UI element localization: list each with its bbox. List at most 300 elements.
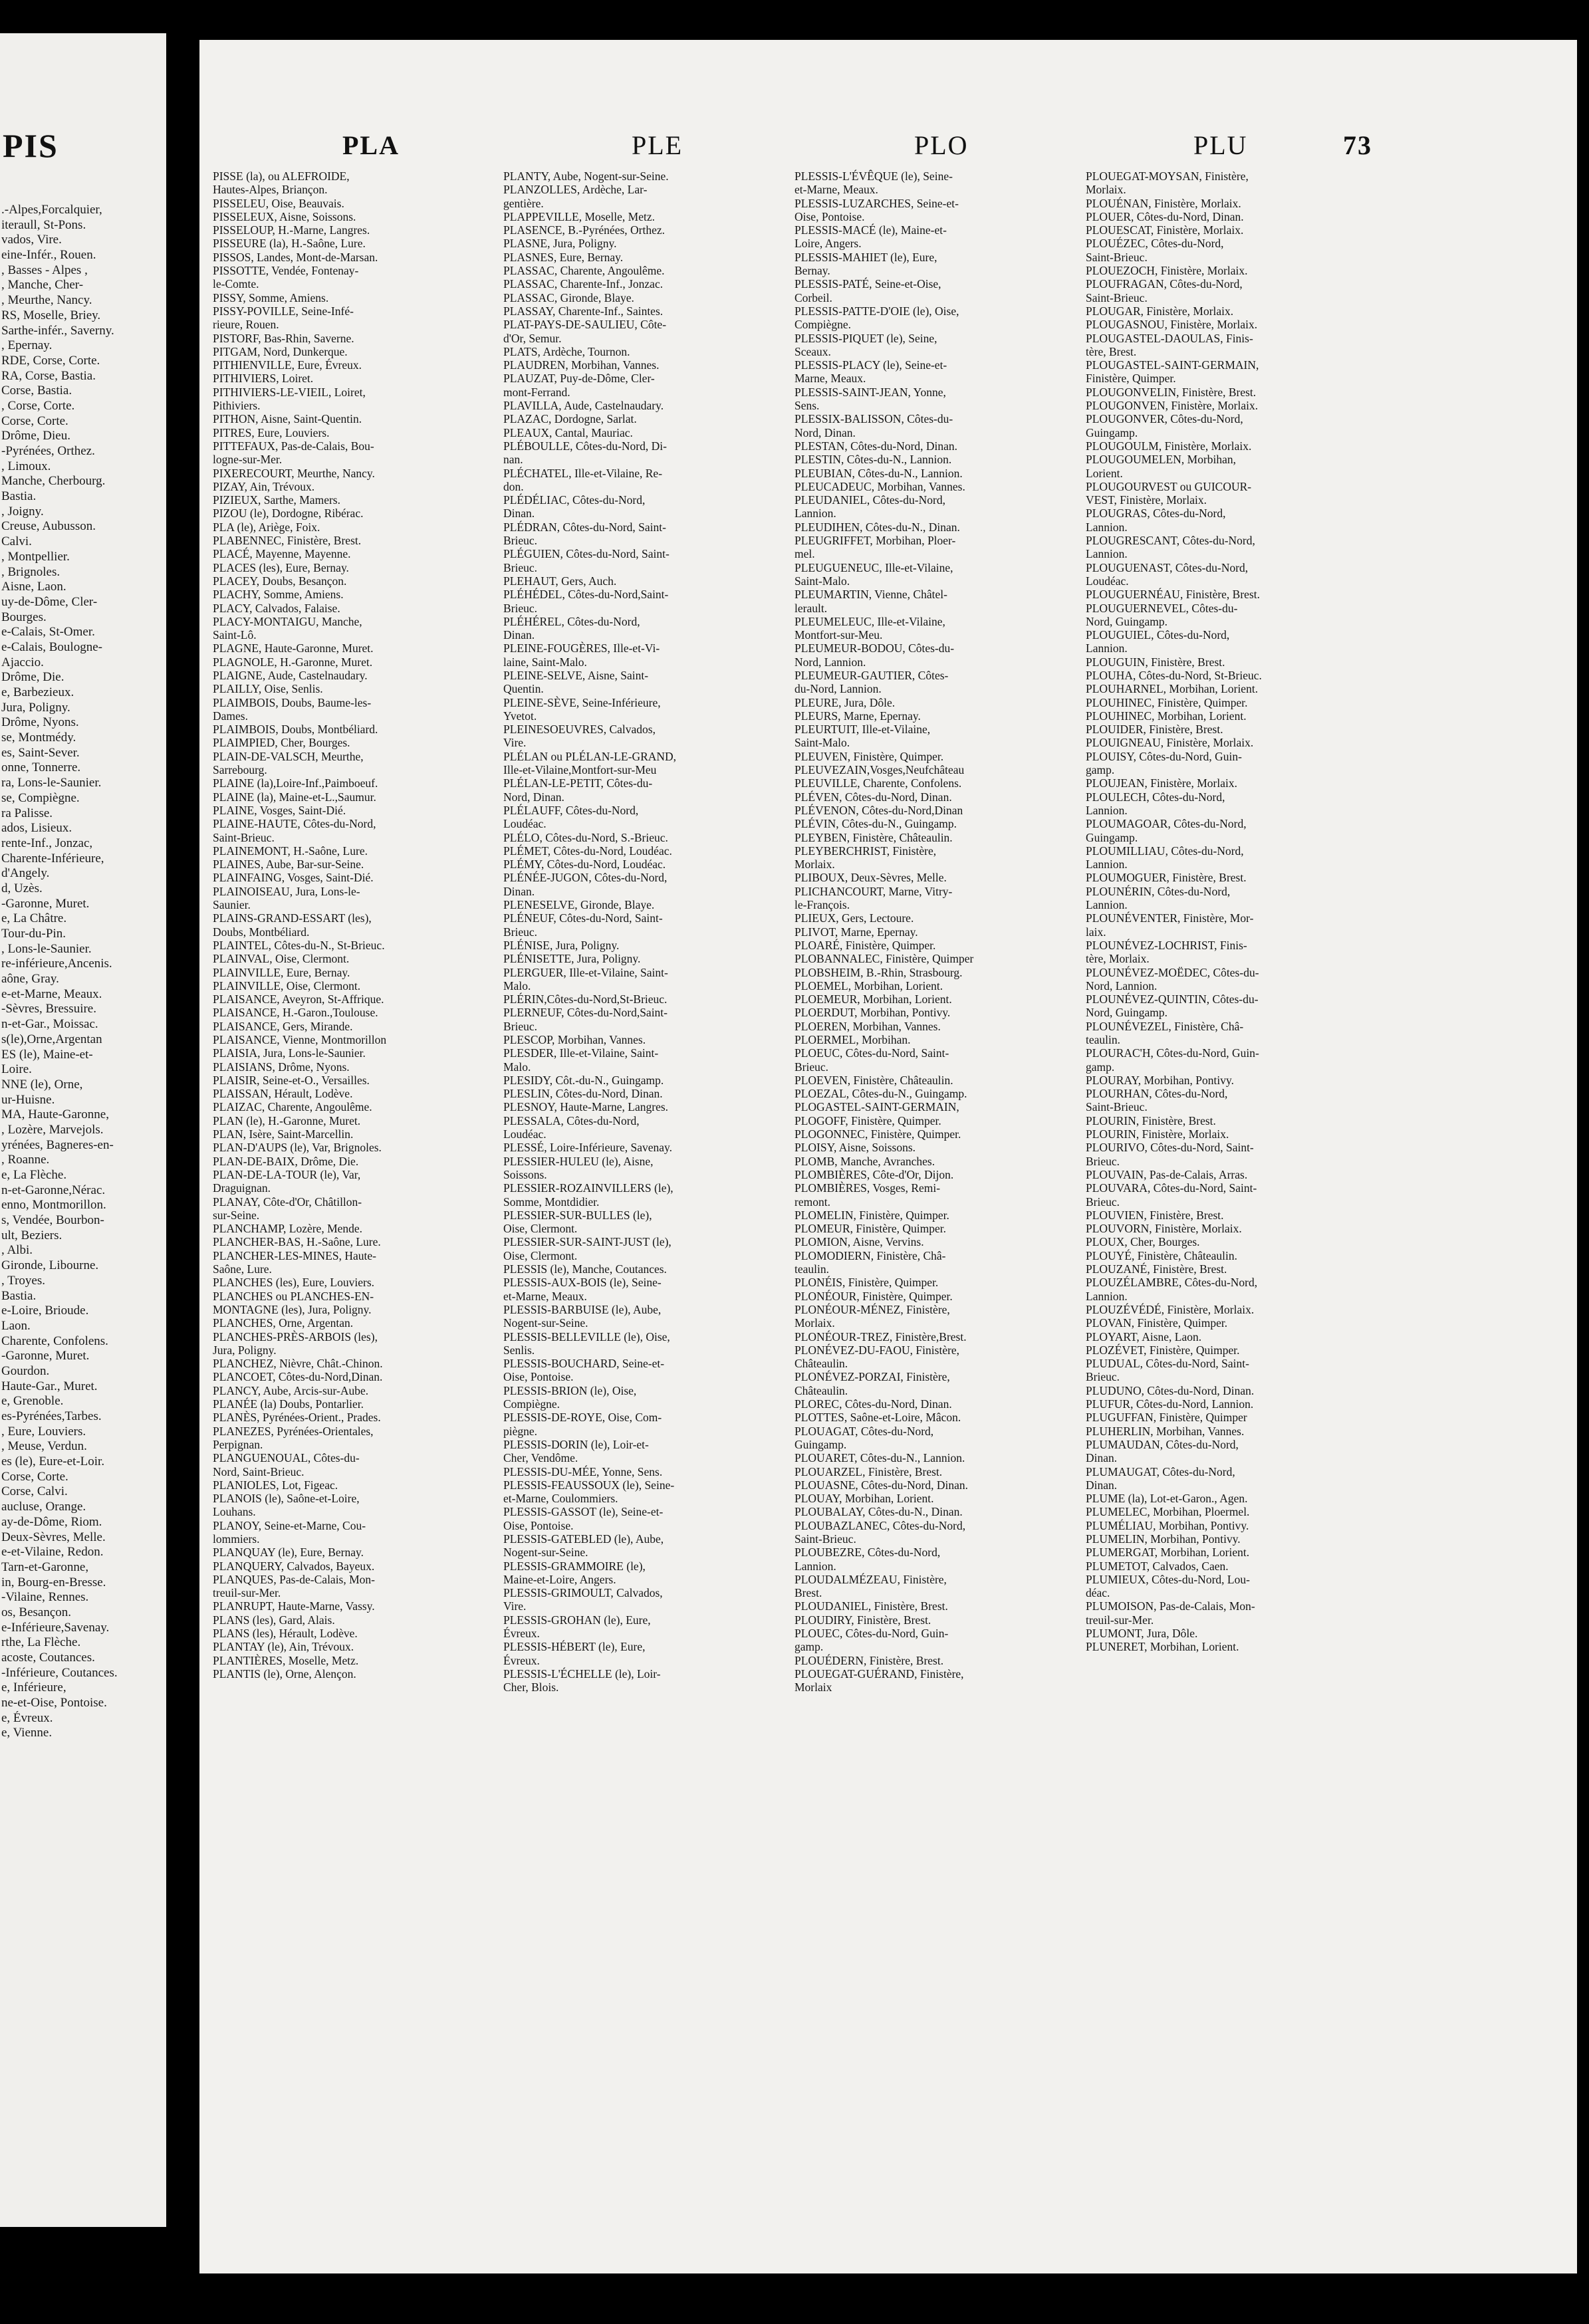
entry-line: PLESSIS-GRAMMOIRE (le), (503, 1559, 646, 1573)
entry-line: Brieuc. (503, 601, 538, 615)
entry-line: PLEINE-FOUGÈRES, Ille-et-Vi- (503, 641, 660, 655)
entry-line: PLEYBERCHRIST, Finistère, (794, 844, 937, 858)
entry-line: PLOUGASTEL-SAINT-GERMAIN, (1086, 358, 1259, 372)
entry-line: PITGAM, Nord, Dunkerque. (213, 344, 348, 358)
entry-line: PLAIMBOIS, Doubs, Baume-les- (213, 695, 372, 709)
entry-line: PLEUCADEUC, Morbihan, Vannes. (794, 479, 965, 493)
entry-line: Malo. (503, 1060, 531, 1074)
entry-line: Sens. (794, 399, 820, 413)
previous-page-line: e-Inférieure,Savenay. (1, 1620, 110, 1635)
entry-line: PLATS, Ardèche, Tournon. (503, 344, 630, 358)
entry-line: PLANÈS, Pyrénées-Orient., Prades. (213, 1411, 381, 1425)
entry-line: PLOYART, Aisne, Laon. (1086, 1330, 1202, 1343)
entry-line: sur-Seine. (213, 1208, 260, 1222)
entry-line: PLÉVEN, Côtes-du-Nord, Dinan. (794, 790, 952, 804)
entry-line: Doubs, Montbéliard. (213, 925, 310, 939)
previous-page-line: eine-Infér., Rouen. (1, 248, 96, 263)
entry-line: PLÉNEUF, Côtes-du-Nord, Saint- (503, 911, 663, 925)
entry-line: PLOGONNEC, Finistère, Quimper. (794, 1127, 961, 1141)
previous-page-line: Charente-Inférieure, (1, 851, 104, 866)
entry-line: PLABENNEC, Finistère, Brest. (213, 534, 362, 548)
entry-line: Brest. (794, 1586, 822, 1600)
previous-page-line: -Inférieure, Coutances. (1, 1665, 118, 1680)
previous-page-line: , Basses - Alpes , (1, 263, 88, 277)
entry-line: PLESSIS-PIQUET (le), Seine, (794, 331, 937, 345)
entry-line: PLANCHES, Orne, Argentan. (213, 1316, 354, 1330)
entry-line: PLOUGUIN, Finistère, Brest. (1086, 655, 1225, 669)
entry-line: PLOUGASTEL-DAOULAS, Finis- (1086, 331, 1253, 345)
entry-line: Dinan. (503, 507, 535, 521)
entry-line: PITHIVIERS-LE-VIEIL, Loiret, (213, 385, 366, 399)
entry-line: PLEURS, Marne, Epernay. (794, 709, 921, 723)
entry-line: PLOVAN, Finistère, Quimper. (1086, 1316, 1228, 1330)
entry-line: PLOEUC, Côtes-du-Nord, Saint- (794, 1046, 949, 1060)
entry-line: Senlis. (503, 1343, 535, 1357)
entry-line: PLÉMY, Côtes-du-Nord, Loudéac. (503, 858, 666, 872)
entry-line: Loudéac. (503, 1127, 547, 1141)
previous-page-line: e-Loire, Brioude. (1, 1304, 89, 1318)
previous-page-line: Laon. (1, 1318, 31, 1333)
entry-line: Lannion. (1086, 641, 1128, 655)
entry-line: PLUDUNO, Côtes-du-Nord, Dinan. (1086, 1383, 1255, 1397)
entry-line: PLANS (les), Gard, Alais. (213, 1613, 335, 1627)
entry-line: PLAILLY, Oise, Senlis. (213, 682, 323, 696)
previous-page-line: e, Évreux. (1, 1710, 53, 1725)
previous-page-line: e-et-Marne, Meaux. (1, 987, 102, 1001)
entry-line: PLESSIER-SUR-SAINT-JUST (le), (503, 1235, 672, 1249)
entry-line: PISSELEU, Oise, Beauvais. (213, 196, 344, 210)
entry-line: PLESSIS-DU-MÉE, Yonne, Sens. (503, 1464, 663, 1478)
previous-page-fragment (0, 33, 166, 2227)
entry-line: PLÉGUIEN, Côtes-du-Nord, Saint- (503, 547, 670, 561)
previous-page-line: n-et-Garonne,Nérac. (1, 1183, 106, 1197)
entry-line: PLAIZAC, Charente, Angoulême. (213, 1100, 372, 1114)
entry-line: Saint-Malo. (794, 574, 850, 588)
page-number: 73 (1343, 130, 1372, 160)
previous-page-line: iteraull, St-Pons. (1, 217, 86, 232)
entry-line: PLOUGUERNÉAU, Finistère, Brest. (1086, 588, 1260, 602)
entry-line: Maine-et-Loire, Angers. (503, 1572, 616, 1586)
entry-line: Montfort-sur-Meu. (794, 628, 883, 642)
entry-line: PLESSIS-BARBUISE (le), Aube, (503, 1302, 662, 1316)
previous-page-line: Corse, Corte. (1, 1469, 68, 1484)
entry-line: Saint-Brieuc. (1086, 290, 1148, 304)
entry-line: PLOUFRAGAN, Côtes-du-Nord, (1086, 277, 1243, 291)
entry-line: PLOBSHEIM, B.-Rhin, Strasbourg. (794, 965, 963, 979)
entry-line: PLOUESCAT, Finistère, Morlaix. (1086, 223, 1244, 237)
previous-page-line: s, Vendée, Bourbon- (1, 1213, 104, 1228)
entry-line: PLANRUPT, Haute-Marne, Vassy. (213, 1599, 375, 1613)
entry-line: PLÉLAN-LE-PETIT, Côtes-du- (503, 776, 653, 790)
entry-line: PLAINVILLE, Oise, Clermont. (213, 979, 361, 992)
entry-line: Nord, Dinan. (794, 425, 856, 439)
entry-line: PLOUHINEC, Morbihan, Lorient. (1086, 709, 1247, 723)
previous-page-line: -Sèvres, Bressuire. (1, 1002, 96, 1016)
entry-line: PLEUVILLE, Charente, Confolens. (794, 776, 962, 790)
entry-line: PLICHANCOURT, Marne, Vitry- (794, 884, 953, 898)
entry-line: PLÉMET, Côtes-du-Nord, Loudéac. (503, 844, 672, 858)
entry-line: PLACY-MONTAIGU, Manche, (213, 614, 362, 628)
entry-line: PLOUVORN, Finistère, Morlaix. (1086, 1222, 1242, 1236)
entry-line: PLUNERET, Morbihan, Lorient. (1086, 1640, 1239, 1654)
previous-page-line: Loire. (1, 1062, 32, 1077)
entry-line: PLAN-DE-BAIX, Drôme, Die. (213, 1154, 359, 1168)
previous-page-line: Tarn-et-Garonne, (1, 1560, 89, 1574)
entry-line: PLASNES, Eure, Bernay. (503, 250, 624, 264)
entry-line: PLAISANCE, Gers, Mirande. (213, 1019, 353, 1033)
entry-line: PLAISANCE, Vienne, Montmorillon (213, 1033, 387, 1046)
entry-line: et-Marne, Meaux. (794, 183, 878, 197)
entry-line: PLANZOLLES, Ardèche, Lar- (503, 183, 648, 197)
entry-line: PLANQUES, Pas-de-Calais, Mon- (213, 1572, 376, 1586)
entry-line: PLAINVAL, Oise, Clermont. (213, 952, 350, 966)
previous-page-line: .-Alpes,Forcalquier, (1, 203, 102, 217)
entry-line: gentière. (503, 196, 544, 210)
entry-line: PIZAY, Ain, Trévoux. (213, 479, 315, 493)
entry-line: PLESSIER-SUR-BULLES (le), (503, 1208, 652, 1222)
entry-line: PLEUMEUR-BODOU, Côtes-du- (794, 641, 955, 655)
entry-line: PLUGUFFAN, Finistère, Quimper (1086, 1411, 1247, 1425)
entry-line: PIZIEUX, Sarthe, Mamers. (213, 493, 340, 507)
entry-line: Dames. (213, 709, 248, 723)
entry-line: PLEURE, Jura, Dôle. (794, 695, 896, 709)
entry-line: PLOZÉVET, Finistère, Quimper. (1086, 1343, 1240, 1357)
previous-page-line: d'Angely. (1, 866, 50, 881)
entry-line: PLOREC, Côtes-du-Nord, Dinan. (794, 1397, 952, 1411)
entry-line: PLOUZÉVÉDÉ, Finistère, Morlaix. (1086, 1302, 1255, 1316)
entry-line: PLIBOUX, Deux-Sèvres, Melle. (794, 871, 947, 885)
entry-line: PLOUGONVEN, Finistère, Morlaix. (1086, 399, 1259, 413)
entry-line: PLASSAC, Charente-Inf., Jonzac. (503, 277, 664, 291)
entry-line: PLAINVILLE, Eure, Bernay. (213, 965, 350, 979)
entry-line: tère, Morlaix. (1086, 952, 1150, 966)
entry-line: PLOUBAZLANEC, Côtes-du-Nord, (794, 1518, 966, 1532)
previous-page-line: es (le), Eure-et-Loir. (1, 1454, 105, 1469)
entry-line: PLEUVEZAIN,Vosges,Neufchâteau (794, 763, 965, 777)
entry-line: Nord, Lannion. (1086, 979, 1158, 992)
entry-line: PLOUNÉVENTER, Finistère, Mor- (1086, 911, 1254, 925)
entry-line: PLÉRIN,Côtes-du-Nord,St-Brieuc. (503, 992, 668, 1006)
previous-page-line: Corse, Bastia. (1, 384, 72, 398)
entry-line: PLEUDANIEL, Côtes-du-Nord, (794, 493, 945, 507)
column-2 (503, 170, 789, 2190)
entry-line: PLEINESOEUVRES, Calvados, (503, 723, 656, 737)
entry-line: PLEHAUT, Gers, Auch. (503, 574, 617, 588)
previous-page-line: e, Inférieure, (1, 1681, 66, 1695)
entry-line: treuil-sur-Mer. (213, 1586, 281, 1600)
entry-line: PLUMELIN, Morbihan, Pontivy. (1086, 1532, 1241, 1546)
entry-line: PLOUAGAT, Côtes-du-Nord, (794, 1424, 934, 1438)
entry-line: Corbeil. (794, 290, 832, 304)
entry-line: PLOMELIN, Finistère, Quimper. (794, 1208, 949, 1222)
entry-line: PLAN (le), H.-Garonne, Muret. (213, 1113, 361, 1127)
entry-line: PITTEFAUX, Pas-de-Calais, Bou- (213, 439, 374, 453)
entry-line: PLEUGRIFFET, Morbihan, Ploer- (794, 534, 956, 548)
entry-line: PLESSIS-FEAUSSOUX (le), Seine- (503, 1478, 675, 1492)
entry-line: Cher, Vendôme. (503, 1451, 578, 1465)
previous-page-line: acoste, Coutances. (1, 1651, 95, 1665)
entry-line: PLANCHES (les), Eure, Louviers. (213, 1276, 375, 1290)
entry-line: PLAISANCE, Aveyron, St-Affrique. (213, 992, 384, 1006)
previous-page-line: onne, Tonnerre. (1, 760, 81, 775)
entry-line: logne-sur-Mer. (213, 453, 283, 467)
entry-line: Saint-Brieuc. (794, 1532, 856, 1546)
entry-line: PLOURIVO, Côtes-du-Nord, Saint- (1086, 1141, 1254, 1155)
entry-line: PLOUEZOCH, Finistère, Morlaix. (1086, 264, 1248, 278)
previous-page-line: -Vilaine, Rennes. (1, 1590, 89, 1605)
previous-page-line: , Lozère, Marvejols. (1, 1122, 104, 1137)
entry-line: Guingamp. (1086, 830, 1138, 844)
header-pla: PLA (342, 130, 400, 160)
entry-line: PLOERMEL, Morbihan. (794, 1033, 911, 1046)
entry-line: PLOUGOURVEST ou GUICOUR- (1086, 479, 1252, 493)
previous-page-line: Jura, Poligny. (1, 700, 70, 715)
previous-page-line: s(le),Orne,Argentan (1, 1032, 102, 1046)
entry-line: PLESCOP, Morbihan, Vannes. (503, 1033, 646, 1046)
entry-line: PLAINOISEAU, Jura, Lons-le- (213, 884, 360, 898)
entry-line: Sarrebourg. (213, 763, 267, 777)
previous-page-line: Tour-du-Pin. (1, 927, 66, 941)
entry-line: Lannion. (1086, 803, 1128, 817)
entry-line: PLOUGONVER, Côtes-du-Nord, (1086, 412, 1243, 426)
entry-line: PLOGASTEL-SAINT-GERMAIN, (794, 1100, 959, 1114)
entry-line: Nord, Guingamp. (1086, 1006, 1167, 1020)
entry-line: PLAN-D'AUPS (le), Var, Brignoles. (213, 1141, 382, 1155)
entry-line: PLERGUER, Ille-et-Vilaine, Saint- (503, 965, 668, 979)
entry-line: Dinan. (503, 884, 535, 898)
previous-page-line: yrénées, Bagneres-en- (1, 1137, 114, 1152)
previous-page-line: , Troyes. (1, 1273, 45, 1288)
entry-line: PLOUVIEN, Finistère, Brest. (1086, 1208, 1224, 1222)
previous-page-line: se, Compiègne. (1, 790, 80, 805)
entry-line: PLOURAY, Morbihan, Pontivy. (1086, 1073, 1234, 1087)
entry-line: PLOUDALMÉZEAU, Finistère, (794, 1572, 947, 1586)
previous-page-line: e, Grenoble. (1, 1394, 64, 1409)
entry-line: PLÉLAN ou PLÉLAN-LE-GRAND, (503, 749, 677, 763)
previous-page-line: Gironde, Libourne. (1, 1258, 99, 1273)
entry-line: PLOUNÉVEZEL, Finistère, Châ- (1086, 1019, 1244, 1033)
entry-line: PLOERDUT, Morbihan, Pontivy. (794, 1006, 951, 1020)
entry-line: PLONÉVEZ-DU-FAOU, Finistère, (794, 1343, 960, 1357)
entry-line: PLANEZES, Pyrénées-Orientales, (213, 1424, 374, 1438)
entry-line: PLOUYÉ, Finistère, Châteaulin. (1086, 1248, 1237, 1262)
entry-line: Ille-et-Vilaine,Montfort-sur-Meu (503, 763, 657, 777)
entry-line: PLOUDIRY, Finistère, Brest. (794, 1613, 931, 1627)
entry-line: Vire. (503, 736, 527, 750)
previous-page-line: Drôme, Die. (1, 670, 64, 685)
previous-page-line: Bastia. (1, 489, 37, 504)
entry-line: Nord, Lannion. (794, 655, 866, 669)
entry-line: PLAISANCE, H.-Garon.,Toulouse. (213, 1006, 378, 1020)
previous-page-header: PIS (3, 127, 59, 164)
entry-line: PLESNOY, Haute-Marne, Langres. (503, 1100, 669, 1114)
entry-line: PLUDUAL, Côtes-du-Nord, Saint- (1086, 1357, 1249, 1371)
entry-line: PLÉDRAN, Côtes-du-Nord, Saint- (503, 520, 666, 534)
entry-line: PLÉVENON, Côtes-du-Nord,Dinan (794, 803, 963, 817)
entry-line: Draguignan. (213, 1181, 271, 1195)
entry-line: du-Nord, Lannion. (794, 682, 882, 696)
entry-line: PLESSIS-PLACY (le), Seine-et- (794, 358, 947, 372)
entry-line: PLANTIS (le), Orne, Alençon. (213, 1667, 356, 1681)
column-3 (794, 170, 1080, 2190)
entry-line: PLESDER, Ille-et-Vilaine, Saint- (503, 1046, 659, 1060)
entry-line: Brieuc. (794, 1060, 829, 1074)
entry-line: PLAINS-GRAND-ESSART (les), (213, 911, 372, 925)
entry-line: Oise, Clermont. (503, 1222, 578, 1236)
previous-page-line: Drôme, Nyons. (1, 715, 79, 730)
previous-page-line: , Brignoles. (1, 564, 61, 579)
previous-page-line: uy-de-Dôme, Cler- (1, 594, 98, 609)
entry-line: PLANCHER-LES-MINES, Haute- (213, 1248, 376, 1262)
entry-line: PLOUNÉVEZ-QUINTIN, Côtes-du- (1086, 992, 1259, 1006)
entry-line: Saint-Brieuc. (1086, 1100, 1148, 1114)
entry-line: PLAINEMONT, H.-Saône, Lure. (213, 844, 368, 858)
previous-page-line: e-Calais, Boulogne- (1, 639, 102, 654)
previous-page-line: Creuse, Aubusson. (1, 519, 96, 534)
entry-line: Saunier. (213, 898, 251, 912)
previous-page-line: , Joigny. (1, 504, 44, 519)
entry-line: PLESSIS-HÉBERT (le), Eure, (503, 1640, 646, 1654)
entry-line: PLÉDÉLIAC, Côtes-du-Nord, (503, 493, 646, 507)
entry-line: Brieuc. (1086, 1195, 1120, 1209)
previous-page-line: Bastia. (1, 1288, 37, 1303)
entry-line: Guingamp. (794, 1437, 847, 1451)
entry-line: PLANCOET, Côtes-du-Nord,Dinan. (213, 1370, 383, 1384)
previous-page-line: d, Uzès. (1, 881, 43, 895)
page-gutter (166, 0, 199, 2324)
entry-line: PLESSIS-AUX-BOIS (le), Seine- (503, 1276, 662, 1290)
entry-line: PLACY, Calvados, Falaise. (213, 601, 340, 615)
entry-line: PLOISY, Aisne, Soissons. (794, 1141, 916, 1155)
entry-line: PLOEMEUR, Morbihan, Lorient. (794, 992, 952, 1006)
entry-line: PLEURTUIT, Ille-et-Vilaine, (794, 723, 931, 737)
entry-line: laine, Saint-Malo. (503, 655, 587, 669)
entry-line: PIXERECOURT, Meurthe, Nancy. (213, 466, 375, 480)
entry-line: PLASSAY, Charente-Inf., Saintes. (503, 304, 664, 318)
previous-page-line: ne-et-Oise, Pontoise. (1, 1696, 107, 1710)
entry-line: PLANOIS (le), Saône-et-Loire, (213, 1492, 360, 1506)
entry-line: et-Marne, Coulommiers. (503, 1492, 618, 1506)
entry-line: PLAINE-HAUTE, Côtes-du-Nord, (213, 817, 376, 831)
header-plu: PLU (1193, 130, 1248, 160)
entry-line: PLAISIANS, Drôme, Nyons. (213, 1060, 350, 1074)
entry-line: PLAINTEL, Côtes-du-N., St-Brieuc. (213, 938, 385, 952)
previous-page-line: e-et-Vilaine, Redon. (1, 1545, 104, 1560)
entry-line: Finistère, Quimper. (1086, 372, 1176, 386)
entry-line: PLAINE (la), Maine-et-L.,Saumur. (213, 790, 376, 804)
entry-line: PLAT-PAYS-DE-SAULIEU, Côte- (503, 318, 667, 332)
entry-line: PLOUGUERNEVEL, Côtes-du- (1086, 601, 1238, 615)
entry-line: PLUMELEC, Morbihan, Ploermel. (1086, 1505, 1250, 1519)
entry-line: PLEUMARTIN, Vienne, Châtel- (794, 588, 947, 602)
entry-line: Lannion. (1086, 1289, 1128, 1303)
entry-line: PLESSIS-LUZARCHES, Seine-et- (794, 196, 959, 210)
entry-line: PLESSIX-BALISSON, Côtes-du- (794, 412, 953, 426)
previous-page-line: -Pyrénées, Orthez. (1, 444, 95, 458)
entry-line: PLOUARET, Côtes-du-N., Lannion. (794, 1451, 965, 1465)
entry-line: PLAVILLA, Aude, Castelnaudary. (503, 399, 664, 413)
entry-line: PISSE (la), ou ALEFROIDE, (213, 170, 350, 183)
entry-line: PLEINE-SÈVE, Seine-Inférieure, (503, 695, 661, 709)
column-1 (213, 170, 499, 2190)
entry-line: PLOUEC, Côtes-du-Nord, Guin- (794, 1627, 949, 1641)
entry-line: PLÉNISETTE, Jura, Poligny. (503, 952, 641, 966)
entry-line: PLEUGUENEUC, Ille-et-Vilaine, (794, 560, 953, 574)
entry-line: PLOEREN, Morbihan, Vannes. (794, 1019, 941, 1033)
entry-line: Dinan. (1086, 1478, 1118, 1492)
entry-line: don. (503, 479, 524, 493)
entry-line: PLONÉVEZ-PORZAI, Finistère, (794, 1370, 950, 1384)
entry-line: laix. (1086, 925, 1106, 939)
entry-line: PLOUVAIN, Pas-de-Calais, Arras. (1086, 1167, 1248, 1181)
entry-line: PLOUVARA, Côtes-du-Nord, Saint- (1086, 1181, 1257, 1195)
entry-line: PLEUDIHEN, Côtes-du-N., Dinan. (794, 520, 960, 534)
entry-line: Compiègne. (794, 318, 852, 332)
entry-line: PLESSIS-PATÉ, Seine-et-Oise, (794, 277, 941, 291)
entry-line: Saône, Lure. (213, 1262, 272, 1276)
entry-line: PLEINE-SELVE, Aisne, Saint- (503, 668, 649, 682)
entry-line: PLESSIS-DE-ROYE, Oise, Com- (503, 1411, 662, 1425)
entry-line: PLOMION, Aisne, Vervins. (794, 1235, 924, 1249)
entry-line: piègne. (503, 1424, 538, 1438)
previous-page-line: ra Palisse. (1, 806, 53, 820)
entry-line: PLOARÉ, Finistère, Quimper. (794, 938, 936, 952)
entry-line: Nord, Guingamp. (1086, 614, 1167, 628)
entry-line: treuil-sur-Mer. (1086, 1613, 1154, 1627)
entry-line: PLÉBOULLE, Côtes-du-Nord, Di- (503, 439, 667, 453)
entry-line: PLÉNISE, Jura, Poligny. (503, 938, 620, 952)
entry-line: PLIEUX, Gers, Lectoure. (794, 911, 914, 925)
entry-line: PLESSIS-MAHIET (le), Eure, (794, 250, 937, 264)
entry-line: PLANTAY (le), Ain, Trévoux. (213, 1640, 354, 1654)
entry-line: PLOUZÉLAMBRE, Côtes-du-Nord, (1086, 1276, 1258, 1290)
entry-line: PITHIVIERS, Loiret. (213, 372, 314, 386)
entry-line: PLANCHER-BAS, H.-Saône, Lure. (213, 1235, 381, 1249)
entry-line: Yvetot. (503, 709, 537, 723)
entry-line: PLAUZAT, Puy-de-Dôme, Cler- (503, 372, 655, 386)
entry-line: Compiègne. (503, 1397, 560, 1411)
entry-line: PLONÉIS, Finistère, Quimper. (794, 1276, 939, 1290)
entry-line: PLESSÉ, Loire-Inférieure, Savenay. (503, 1141, 672, 1155)
entry-line: Châteaulin. (794, 1357, 848, 1371)
entry-line: tère, Brest. (1086, 344, 1137, 358)
entry-line: gamp. (1086, 763, 1115, 777)
entry-line: PLOUBEZRE, Côtes-du-Nord, (794, 1546, 941, 1560)
entry-line: PITRES, Eure, Louviers. (213, 425, 330, 439)
previous-page-line: RA, Corse, Bastia. (1, 368, 96, 383)
entry-line: PLOTTES, Saône-et-Loire, Mâcon. (794, 1411, 961, 1425)
previous-page-line: Ajaccio. (1, 655, 44, 669)
entry-line: PISSEURE (la), H.-Saône, Lure. (213, 237, 366, 251)
entry-line: PLAIGNE, Aude, Castelnaudary. (213, 668, 368, 682)
entry-line: PLERNEUF, Côtes-du-Nord,Saint- (503, 1006, 668, 1020)
previous-page-line: Sarthe-infér., Saverny. (1, 323, 114, 338)
entry-line: PLESSIS-PATTE-D'OIE (le), Oise, (794, 304, 959, 318)
previous-page-line: Drôme, Dieu. (1, 429, 70, 443)
entry-line: PLESSIS (le), Manche, Coutances. (503, 1262, 667, 1276)
entry-line: Saint-Malo. (794, 736, 850, 750)
entry-line: PLOUNÉVEZ-MOËDEC, Côtes-du- (1086, 965, 1259, 979)
previous-page-line: aucluse, Orange. (1, 1500, 86, 1514)
entry-line: Lannion. (1086, 858, 1128, 872)
previous-page-line: e, La Flèche. (1, 1168, 67, 1182)
previous-page-line: MA, Haute-Garonne, (1, 1107, 109, 1122)
entry-line: Morlaix. (1086, 183, 1126, 197)
previous-page-line: se, Montmédy. (1, 731, 76, 745)
entry-line: PLOUGONVELIN, Finistère, Brest. (1086, 385, 1257, 399)
entry-line: Guingamp. (1086, 425, 1138, 439)
entry-line: PLANQUAY (le), Eure, Bernay. (213, 1546, 364, 1560)
